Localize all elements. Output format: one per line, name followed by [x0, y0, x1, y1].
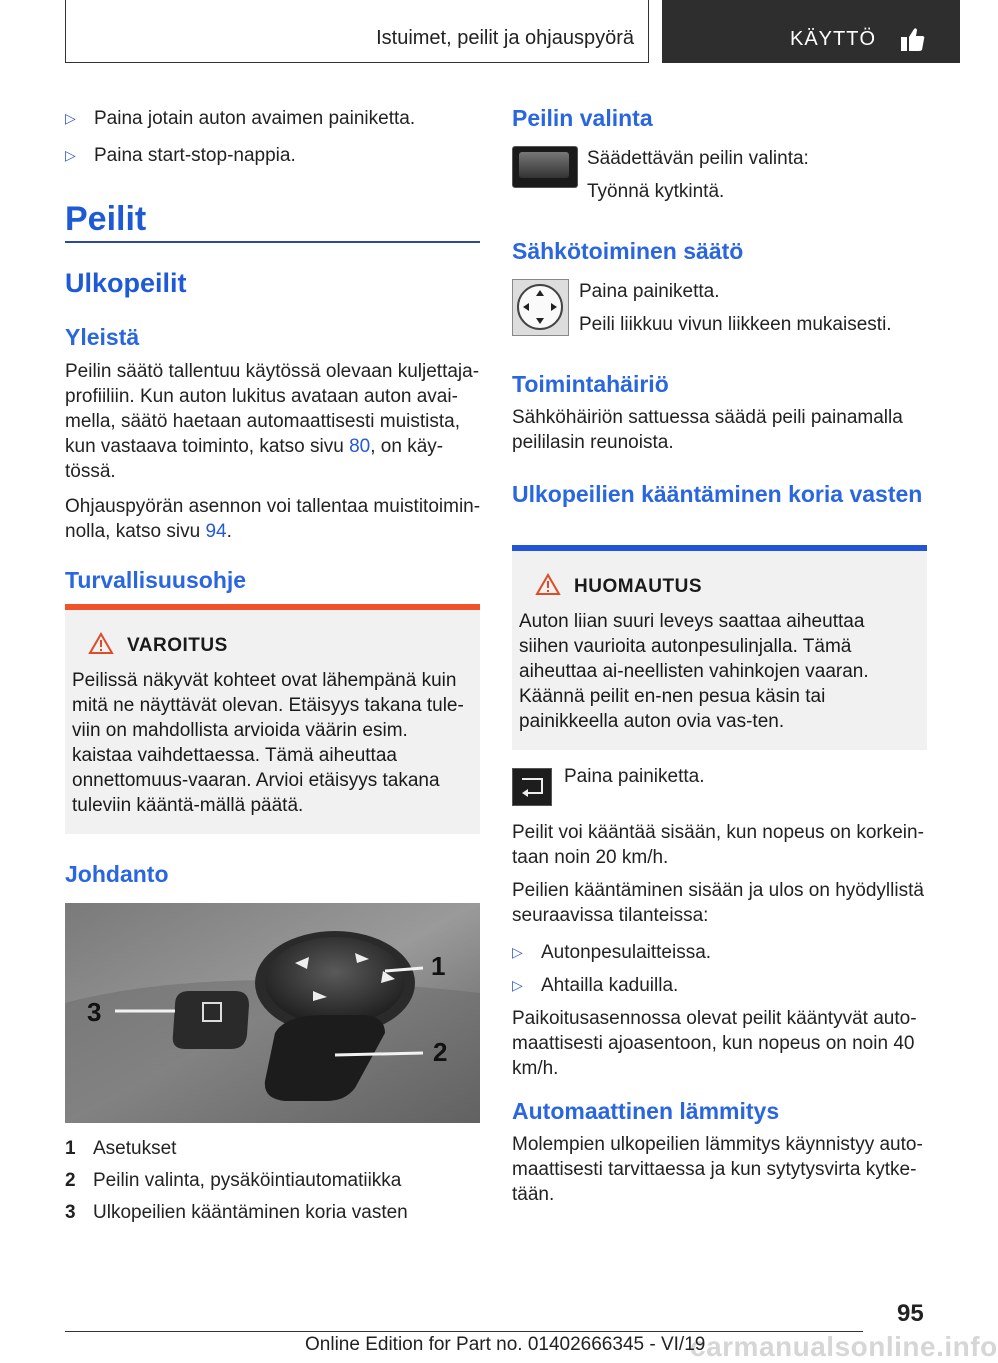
header-section-box: [65, 0, 649, 63]
electric-text: Paina painiketta. Peili liikkuu vivun liikkeen mukaisesti.: [579, 281, 892, 335]
fold-press-text: Paina painiketta.: [564, 766, 705, 787]
header-section-title: Istuimet, peilit ja ohjauspyörä: [376, 27, 634, 49]
note-text: Auton liian suuri leveys saattaa aiheuttaa siihen vaurioita autonpesulinjalla. Tämä aiheuttaa ai-neellisten vahinkojen vaaran. Käännä peilit en-nen pesua käsin tai painikkeella auton ovia vas-ten.: [519, 611, 869, 732]
list-item-text: Paina jotain auton avaimen painiketta.: [94, 108, 416, 129]
mirror-fold-button-icon: [512, 768, 552, 806]
footer-edition: Online Edition for Part no. 01402666345 - VI/19: [305, 1334, 706, 1355]
fold-text: Peilit voi kääntää sisään, kun nopeus on korkein-taan noin 20 km/h. Peilien kääntäminen sisään ja ulos on hyödyllistä seuraavissa tilanteissa: ▷ Autonpesulaitteissa. ▷ Ahtailla kaduilla. Paikoitusasennossa olevat peilit kääntyvät auto-maattisesti ajoasentoon, kun nopeus on noin 40 km/h.: [512, 820, 930, 1081]
page-title: Peilit: [65, 200, 147, 238]
note-title: HUOMAUTUS: [574, 576, 702, 597]
legend-item: 3 Ulkopeilien kääntäminen koria vasten: [65, 1202, 408, 1223]
mirror-controls-photo: [65, 903, 480, 1123]
legend-item: 1 Asetukset: [65, 1138, 177, 1159]
left-column: [65, 106, 480, 180]
mirror-adjust-knob-icon: [512, 279, 569, 336]
page-link-80[interactable]: 80: [349, 436, 371, 457]
warning-text: Peilissä näkyvät kohteet ovat lähempänä kuin mitä ne näyttävät olevan. Etäisyys takana tule-viin on mahdollista arvioida väärin esim. kaistaa vaihdettaessa. Tämä aiheuttaa onnettomuus-vaaran. Arvioi etäisyys takana tuleviin kääntä-mällä päätä.: [72, 670, 464, 816]
heating-text: Molempien ulkopeilien lämmitys käynnistyy auto-maattisesti tarvittaessa ja kun sytytysvirta kytke-tään.: [512, 1134, 923, 1205]
subsection-heading-fold: Ulkopeilien kääntäminen koria vasten: [512, 481, 923, 507]
subsection-heading-general: Yleistä: [65, 324, 140, 350]
caution-triangle-icon: [536, 573, 560, 595]
mirror-controls-illustration: [65, 903, 480, 1123]
page-link-94[interactable]: 94: [205, 521, 227, 542]
warning-box: [65, 604, 480, 834]
subsection-heading-select: Peilin valinta: [512, 105, 653, 131]
header-chapter-label: KÄYTTÖ: [790, 28, 877, 50]
list-item-text: Paina start-stop-nappia.: [94, 145, 296, 166]
subsection-heading-intro: Johdanto: [65, 861, 169, 887]
subsection-heading-electric: Sähkötoiminen säätö: [512, 238, 744, 264]
subsection-heading-heating: Automaattinen lämmitys: [512, 1098, 780, 1124]
general-text: [65, 359, 483, 544]
mirror-select-switch-icon: [512, 146, 578, 188]
list-item: ▷ Ahtailla kaduilla.: [512, 973, 930, 998]
fault-text: Sähköhäiriön sattuessa säädä peili painamalla peililasin reunoista.: [512, 407, 903, 453]
section-title: Ulkopeilit: [65, 268, 187, 298]
subsection-heading-fault: Toimintahäiriö: [512, 371, 669, 397]
list-item: ▷ Autonpesulaitteissa.: [512, 940, 930, 965]
legend-list: [65, 1136, 480, 1232]
select-text: Säädettävän peilin valinta: Työnnä kytkintä.: [587, 148, 809, 202]
warning-triangle-icon: [89, 632, 113, 654]
callout-2: 2: [433, 1037, 448, 1067]
general-paragraph-1: Peilin säätö tallentuu käytössä olevaan kuljettaja-profiiliin. Kun auton lukitus avataan auton avai-mella, säätö haetaan automaattisesti muistista, kun vastaava toiminto, katso sivu 80, on käy-tössä.: [65, 361, 480, 482]
list-item: [65, 143, 480, 168]
note-box: [512, 545, 927, 750]
warning-title: VAROITUS: [127, 635, 228, 656]
general-paragraph-2: Ohjauspyörän asennon voi tallentaa muistitoimin-nolla, katso sivu 94.: [65, 496, 481, 542]
header-chapter-tab[interactable]: [662, 0, 960, 63]
callout-3: 3: [87, 997, 102, 1027]
legend-item: 2 Peilin valinta, pysäköintiautomatiikka: [65, 1170, 402, 1191]
callout-1: 1: [431, 951, 446, 981]
watermark-logo: carmanualsonline.info: [690, 1331, 998, 1362]
subsection-heading-safety: Turvallisuusohje: [65, 567, 247, 593]
page-number: 95: [897, 1300, 924, 1327]
hand-pointer-icon: [898, 24, 926, 52]
direction-pad-icon: [513, 280, 568, 335]
title-divider: [65, 241, 480, 243]
list-item: [65, 106, 480, 131]
fold-arrow-icon: [513, 769, 551, 805]
